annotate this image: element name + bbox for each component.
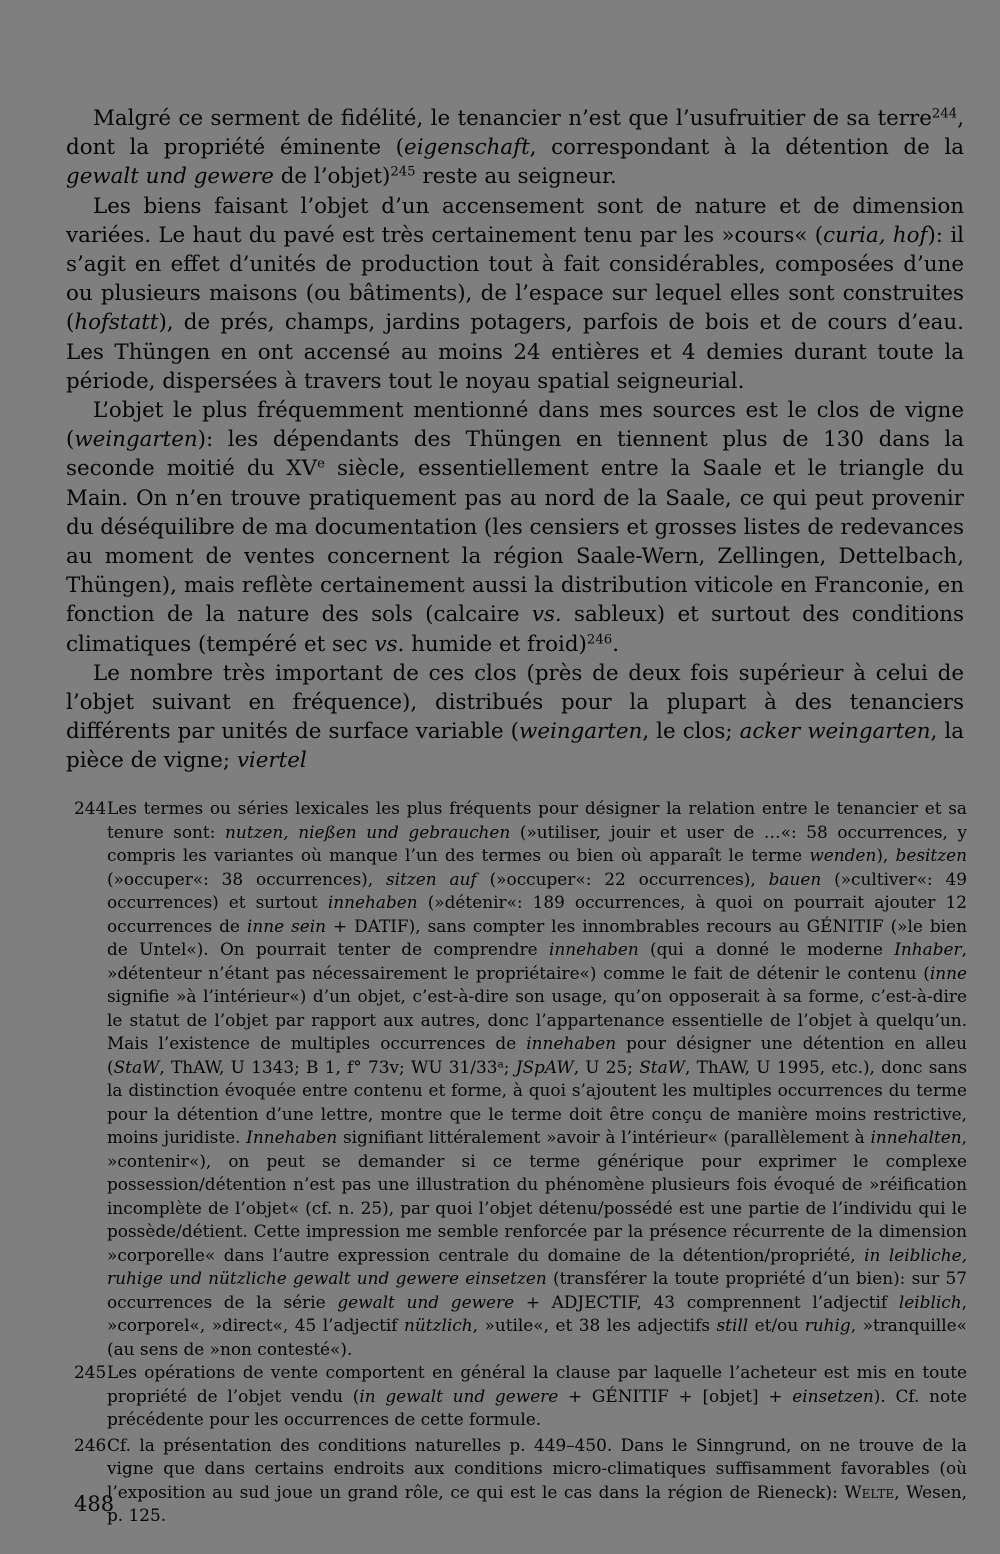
italic-term: eigenschaft	[404, 135, 530, 161]
text-run: (»occuper«: 22 occurrences),	[476, 868, 769, 889]
text-run: , »corporel«, »direct«, 45 l’adjectif	[107, 1291, 967, 1335]
italic-term: innehaben	[526, 1033, 617, 1053]
italic-term: weingarten	[74, 427, 198, 453]
text-run: , Wesen, p. 125.	[107, 1481, 967, 1525]
text-run: , la pièce de vigne;	[66, 719, 964, 774]
italic-term: leiblich	[898, 1291, 962, 1312]
text-run: signifie »à l’intérieur«) d’un objet, c’est-à-dire son usage, qu’on opposerait à sa forme, c’est-à-dire le statut de l’objet par rapport aux autres, donc l’appartenance essentielle de l’objet à quelqu’un. Mais l’existence de multiples occurrences de	[107, 986, 967, 1053]
footnote-244	[74, 797, 967, 1361]
footnote-number: 245	[74, 1362, 107, 1382]
main-text	[66, 104, 964, 776]
italic-term: nützlich	[404, 1315, 473, 1335]
superscript: e	[317, 457, 325, 473]
italic-term: weingarten	[519, 719, 643, 745]
italic-term: ruhig	[804, 1315, 851, 1335]
text-run: sableux) et surtout des conditions climatiques (tempéré et sec	[66, 602, 964, 657]
text-run: de l’objet)	[273, 164, 391, 190]
text-run: , »détenteur n’étant pas nécessairement le propriétaire«) comme le fait de détenir le contenu (	[107, 939, 968, 983]
italic-term: Innehaben	[246, 1127, 338, 1147]
italic-term: gewalt und gewere	[66, 164, 274, 190]
italic-term: innehaben	[327, 892, 418, 912]
footnote-245	[74, 1361, 967, 1432]
text-run: et/ou	[748, 1315, 805, 1335]
footnote-number: 244	[74, 798, 107, 818]
italic-term: curia, hof	[823, 222, 928, 248]
text-run: , »utile«, et 38 les adjectifs	[472, 1315, 717, 1335]
text-run: humide et froid)	[404, 631, 587, 657]
italic-term: vs.	[374, 631, 405, 657]
text-run: Le nombre très important de ces clos (près de deux fois supérieur à celui de l’objet suivant en fréquence), distribués pour la plupart à des tenanciers différents par unités de surface variable (	[66, 660, 964, 745]
text-run: (qui a donné le moderne	[638, 939, 895, 959]
text-run: , ThAW, U 1995, etc.), donc sans la distinction évoquée entre contenu et forme, à quoi s’ajoutent les multiples occurrences du terme pour la détention d’une lettre, montre que le terme doit être conçu de manière moins restrictive, moins juridiste.	[107, 1056, 968, 1147]
text-run: Cf. la présentation des conditions naturelles p. 449–450. Dans le Sinngrund, on ne trouve de la vigne que dans certains endroits aux conditions micro-climatiques suffisamment favorables (où l’exposition au sud joue un grand rôle, ce qui est le cas dans la région de Rieneck):	[107, 1434, 967, 1502]
text-run: (transférer la toute propriété d’un bien): sur 57 occurrences de la série	[107, 1268, 968, 1312]
text-run: , dont la propriété éminente (	[66, 106, 964, 161]
italic-term: JSpAW	[515, 1056, 574, 1077]
footnotes	[74, 797, 967, 1528]
text-run: , »tranquille« (au sens de »non contesté«).	[107, 1315, 967, 1359]
text-run: , »contenir«), on peut se demander si ce terme générique pour exprimer le complexe possession/détention n’est pas une illustration du phénomène plusieurs fois évoqué de »réification incomplète de l’objet« (cf. n. 25), par quoi l’objet détenu/possédé est une partie de l’individu qui le possède/détient. Cette impression me semble renforcée par la présence récurrente de la dimension »corporelle« dans l’autre expression centrale du domaine de la détention/propriété,	[107, 1127, 967, 1265]
italic-term: besitzen	[895, 845, 967, 865]
italic-term: innehalten	[870, 1127, 962, 1147]
italic-term: hofstatt	[74, 310, 159, 336]
text-run: + ADJECTIF, 43 comprennent l’adjectif	[514, 1291, 899, 1312]
text-run: ), de prés, champs, jardins potagers, parfois de bois et de cours d’eau. Les Thüngen en ont accensé au moins 24 entières et 4 demies durant toute la période, dispersées à travers tout le noyau spatial seigneurial.	[66, 310, 964, 394]
text-run: Les termes ou séries lexicales les plus fréquents pour désigner la relation entre le tenancier et sa tenure sont:	[107, 798, 967, 842]
text-run: (»utiliser, jouir et user de …«: 58 occurrences, y compris les variantes où manque l’un des termes ou bien où apparaît le terme	[107, 821, 967, 865]
text-run: + DATIF), sans compter les innombrables recours au GÉNITIF (»le bien de Untel«). On pourrait tenter de comprendre	[107, 915, 967, 959]
text-run: , ThAW, U 1343; B 1, f° 73v; WU 31/33	[159, 1056, 498, 1077]
text-run: (»occuper«: 38 occurrences),	[107, 868, 386, 889]
italic-term: vs.	[531, 602, 562, 628]
text-run: signifiant littéralement »avoir à l’intérieur« (parallèlement à	[337, 1127, 871, 1147]
italic-term: innehaben	[548, 939, 639, 959]
text-run: .	[612, 631, 620, 657]
italic-term: bauen	[768, 868, 822, 889]
text-run: Les biens faisant l’objet d’un accensement sont de nature et de dimension variées. Le haut du pavé est très certainement tenu par les »cours« (	[66, 193, 964, 248]
italic-term: Inhaber	[894, 939, 962, 959]
paragraph-1	[66, 104, 964, 192]
text-run: pour désigner une détention en alleu (	[107, 1033, 967, 1077]
superscript: a	[497, 1057, 504, 1070]
italic-term: wenden	[809, 845, 877, 865]
author-name: Welte	[844, 1481, 895, 1502]
text-run: ;	[503, 1056, 516, 1077]
paragraph-2	[66, 192, 964, 396]
italic-term: inne	[929, 962, 967, 983]
text-run: (»détenir«: 189 occurrences, à quoi on pourrait ajouter 12 occurrences de	[107, 892, 967, 936]
italic-term: viertel	[236, 748, 307, 774]
italic-term: StaW	[639, 1056, 686, 1077]
italic-term: in leibliche, ruhige und nützliche gewalt und gewere einsetzen	[107, 1244, 967, 1288]
italic-term: still	[716, 1315, 749, 1335]
italic-term: gewalt und gewere	[337, 1291, 515, 1312]
text-run: ): il s’agit en effet d’unités de production tout à fait considérables, composées d’une ou plusieurs maisons (ou bâtiments), de l’espace sur lequel elles sont construites (	[66, 222, 964, 336]
footnote-number: 246	[74, 1434, 107, 1455]
text-run: , correspondant à la détention de la	[529, 135, 964, 161]
text-run: reste au seigneur.	[415, 164, 617, 190]
text-run: , U 25;	[573, 1056, 640, 1077]
text-run: siècle, essentiellement entre la Saale et le triangle du Main. On n’en trouve pratiquement pas au nord de la Saale, ce qui peut provenir du déséquilibre de ma documentation (les censiers et grosses listes de redevances au moment de ventes concernent la région Saale-Wern, Zellingen, Dettelbach, Thüngen), mais reflète certainement aussi la distribution viticole en Franconie, en fonction de la nature des sols (calcaire	[66, 456, 964, 628]
footnote-ref-246[interactable]: 246	[586, 632, 613, 648]
paragraph-3	[66, 396, 964, 659]
text-run: L’objet le plus fréquemment mentionné dans mes sources est le clos de vigne (	[66, 398, 964, 453]
footnote-ref-244[interactable]: 244	[931, 106, 958, 122]
text-run: ),	[876, 845, 896, 865]
italic-term: StaW	[113, 1056, 160, 1077]
text-run: + GÉNITIF + [objet] +	[558, 1385, 793, 1406]
text-run: , le clos;	[642, 719, 740, 745]
paragraph-4	[66, 659, 964, 776]
italic-term: nutzen, nießen und gebrauchen	[224, 821, 511, 842]
italic-term: sitzen auf	[386, 868, 477, 889]
italic-term: in gewalt und gewere	[359, 1385, 559, 1406]
page-number: 488	[74, 1492, 115, 1516]
italic-term: acker weingarten	[739, 719, 931, 745]
text-run: Les opérations de vente comportent en général la clause par laquelle l’acheteur est mis en toute propriété de l’objet vendu (	[107, 1362, 967, 1406]
footnote-ref-245[interactable]: 245	[390, 165, 416, 181]
text-run: Malgré ce serment de fidélité, le tenancier n’est que l’usufruitier de sa terre	[93, 106, 932, 131]
italic-term: inne sein	[246, 915, 327, 936]
text-run: ). Cf. note précédente pour les occurrences de cette formule.	[107, 1385, 967, 1429]
footnote-246	[74, 1434, 967, 1528]
text-run: (»cultiver«: 49 occurrences) et surtout	[107, 868, 967, 912]
italic-term: einsetzen	[792, 1385, 874, 1406]
text-run: ): les dépendants des Thüngen en tiennent plus de 130 dans la seconde moitié du XV	[66, 427, 964, 482]
